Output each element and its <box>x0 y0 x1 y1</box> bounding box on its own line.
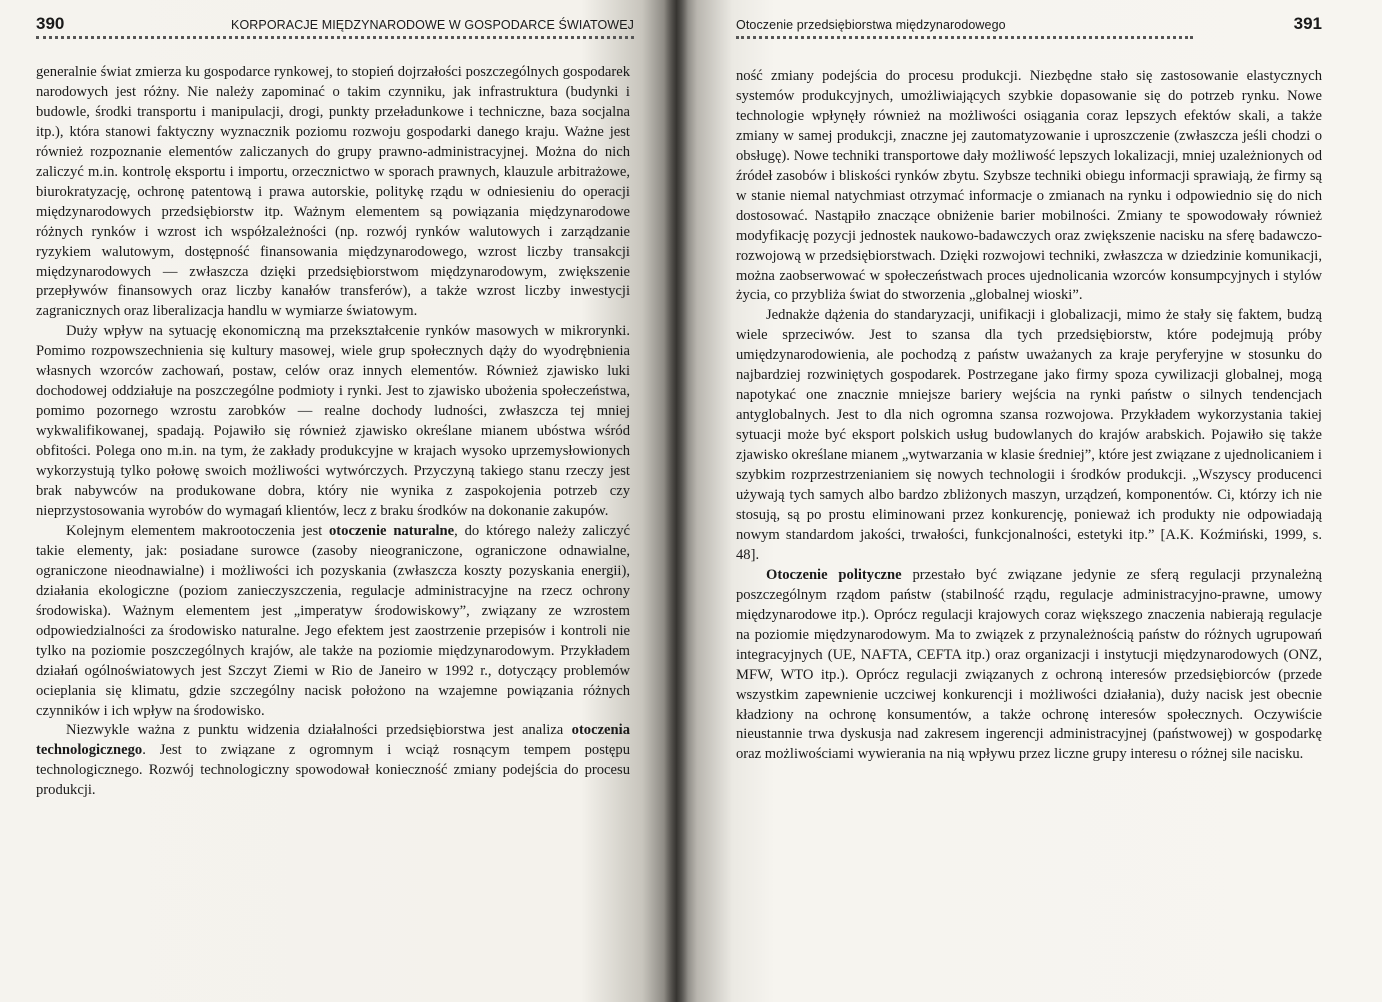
bold-term: Otoczenie polityczne <box>766 566 902 583</box>
paragraph-text: przestało być związane jedynie ze sferą regulacji przynależną poszczególnym rządom państw (stabilność rządu, regulacje administracyjno-prawne, umowy międzynarodowe itp.). Oprócz regulacji krajowych coraz większego znaczenia nabierają regulacje na poziomie międzynarodowym. Ma to związek z przynależnością państw do różnych ugrupowań integracyjnych (UE, NAFTA, CEFTA itp.) oraz organizacji i instytucji międzynarodowych (ONZ, MFW, WTO itp.). Oprócz regulacji związanych z ochroną interesów przedsiębiorców (przede wszystkim zapewnienie uczciwej konkurencji i możliwości działania), duży nacisk jest obecnie kładziony na ochronę konsumentów, a także ochronę interesów społecznych. Oczywiście nieustannie trwa dyskusja nad zakresem ingerencji administracyjnej (państwowej) w gospodarkę oraz możliwościami wywierania na nią wpływu przez liczne grupy interesu o różnej sile nacisku. <box>736 566 1323 763</box>
right-page-header <box>736 14 1322 34</box>
left-running-head: KORPORACJE MIĘDZYNARODOWE W GOSPODARCE ŚWIATOWEJ <box>231 18 634 32</box>
paragraph-text: generalnie świat zmierza ku gospodarce rynkowej, to stopień dojrzałości poszczególnych gospodarek narodowych jest różny. Nie należy zapominać o takim czynniku, jak infrastruktura (budynki i budowle, środki transportu i manipulacji, drogi, punkty przeładunkowe i techniczne, baza socjalna itp.), która stanowi faktyczny wyznacznik poziomu rozwoju gospodarki danego kraju. Ważne jest również rozpoznanie elementów zaliczanych do grupy prawno-administracyjnej. Można do nich zaliczyć m.in. kontrolę eksportu i importu, orzecznictwo w sporach prawnych, klauzule arbitrażowe, biurokratyzację, ochronę patentową i prawa autorskie, politykę rządu w odniesieniu do operacji międzynarodowych przedsiębiorstw itp. Ważnym elementem są powiązania międzynarodowe różnych rynków i wzrost ich współzależności (np. rozwój rynków walutowych i zarządzanie ryzykiem walutowym, dostępność finansowania międzynarodowego, wzrost liczby transakcji międzynarodowych — zwłaszcza dzięki przedsiębiorstwom międzynarodowym, zwiększenie przepływów finansowych oraz liczby kanałów transferów), a także wzrost liczby inwestycji zagranicznych oraz liberalizacja handlu w wymiarze światowym. <box>36 64 630 320</box>
bold-term: otoczenie naturalne <box>329 522 455 539</box>
paragraph <box>736 306 1322 565</box>
paragraph-text: ność zmiany podejścia do procesu produkcji. Niezbędne stało się zastosowanie elastycznych systemów produkcyjnych, umożliwiających szybkie dopasowanie się do potrzeb rynku. Nowe technologie wpłynęły również na możliwości osiągania coraz lepszych efektów skali, a także zmiany w samej produkcji, znaczne jej zautomatyzowanie i uproszczenie (zwłaszcza jeśli chodzi o obsługę). Nowe techniki transportowe dały możliwość lepszych lokalizacji, mniej uzależnionych od źródeł zasobów i bliskości rynków zbytu. Szybsze techniki obiegu informacji sprawiają, że firmy są w stanie niemal natychmiast otrzymać informacje o zmianach na rynku i odpowiednio się do nich dostosować. Nastąpiło znaczące obniżenie barier mobilności. Zmiany te spowodowały również modyfikację pozycji jednostek naukowo-badawczych oraz zwiększenie nacisku na sferę badawczo-rozwojową w przedsiębiorstwach. Dzięki rozwojowi techniki, zwłaszcza w dziedzinie komunikacji, można zaobserwować w społeczeństwach proces ujednolicania wzorców konsumpcyjnych i stylów życia, co przybliża świat do stworzenia „globalnej wioski”. <box>736 68 1322 304</box>
paragraph <box>36 322 630 522</box>
paragraph-text: Duży wpływ na sytuację ekonomiczną ma przekształcenie rynków masowych w mikrorynki. Pomimo rozpowszechnienia się kultury masowej, wiele grup społecznych dąży do wyodrębnienia własnych wzorców zachowań, postaw, celów oraz innych elementów. Również zjawisko luki dochodowej oddziałuje na poszczególne podmioty i rynki. Jest to zjawisko ubożenia społeczeństwa, pomimo pozornego wzrostu zarobków — realne dochody ludności, zwłaszcza tej mniej wykwalifikowanej, spadają. Pojawiło się również zjawisko określane mianem ubóstwa wśród obfitości. Polega ono m.in. na tym, że zakłady produkcyjne w krajach wysoko uprzemysłowionych wykorzystują tylko połowę swoich możliwości wytwórczych. Przyczyną takiego stanu rzeczy jest brak nabywców na produkowane dobra, który nie wynika z zaspokojenia potrzeb czy nieprzystosowania wyrobów do wymagań klientów, lecz z braku środków na dokonanie zakupów. <box>36 323 630 519</box>
paragraph-text: Jednakże dążenia do standaryzacji, unifikacji i globalizacji, mimo że stały się faktem, budzą wiele sprzeciwów. Jest to szansa dla tych przedsiębiorstw, które podejmują próby umiędzynarodowienia, ale pochodzą z państw uważanych za kraje peryferyjne w stosunku do najbardziej rozwiniętych gospodarek. Postrzegane jako firmy spoza cywilizacji globalnej, mogą napotykać one znacznie mniejsze bariery wejścia na rynki państw o silnych tendencjach antyglobalnych. Jest to dla nich ogromna szansa rozwojowa. Przykładem wykorzystania takiej sytuacji może być eksport polskich usług budowlanych do krajów arabskich. Pojawiło się także zjawisko określane mianem „wytwarzania w klasie średniej”, które jest związane z ujednolicaniem i szybkim rozprzestrzenianiem się nowych technologii i środków produkcji. „Wszyscy producenci używają tych samych albo bardzo zbliżonych maszyn, urządzeń, komponentów. Ci, którzy ich nie stosują, są po prostu eliminowani przez konkurencję, ponieważ ich produkty nie odpowiadają nowym standardom jakości, trwałości, funkcjonalności, estetyki itp.” [A.K. Koźmiński, 1999, s. 48]. <box>736 307 1322 563</box>
right-page-number: 391 <box>1293 14 1322 33</box>
right-page <box>676 0 1382 1002</box>
right-body-text <box>736 67 1322 765</box>
left-page-header <box>36 14 634 34</box>
paragraph-text: Niezwykle ważna z punktu widzenia działalności przedsiębiorstwa jest analiza <box>66 722 572 739</box>
right-header-rule <box>736 36 1193 47</box>
paragraph <box>36 63 630 322</box>
left-page-number: 390 <box>36 14 65 33</box>
left-body-text <box>36 63 634 801</box>
paragraph <box>36 721 630 801</box>
left-page <box>0 0 676 1002</box>
paragraph-text: Kolejnym elementem makrootoczenia jest <box>66 522 329 539</box>
paragraph-text: . Jest to związane z ogromnym i wciąż rosnącym tempem postępu technologicznego. Rozwój technologiczny spowodował konieczność zmiany podejścia do procesu produkcji. <box>36 742 630 799</box>
paragraph <box>36 522 630 722</box>
paragraph <box>736 566 1322 766</box>
paragraph <box>736 67 1322 306</box>
right-running-head: Otoczenie przedsiębiorstwa międzynarodowego <box>736 18 1006 32</box>
paragraph-text: , do którego należy zaliczyć takie elementy, jak: posiadane surowce (zasoby nieograniczone, ograniczone odnawialne, ograniczone nieodnawialne) i możliwości ich pozyskania (zwłaszcza koszty pozyskania energii), działania ekologiczne (poziom zanieczyszczenia, regulacje administracyjne na rzecz ochrony środowiska). Ważnym elementem jest „imperatyw środowiskowy”, związany ze wzrostem odpowiedzialności za środowisko naturalne. Jego efektem jest zaostrzenie przepisów i kontroli nie tylko na poziomie poszczególnych krajów, ale także na poziomie międzynarodowym. Przykładem działań ogólnoświatowych jest Szczyt Ziemi w Rio de Janeiro w 1992 r., dotyczący problemów ocieplania się klimatu, gdzie szczególny nacisk położono na wzajemne powiązania różnych czynników i ich wpływ na środowisko. <box>36 522 630 719</box>
bold-term: otoczenia technologicznego <box>36 722 630 759</box>
left-header-rule <box>36 36 634 47</box>
